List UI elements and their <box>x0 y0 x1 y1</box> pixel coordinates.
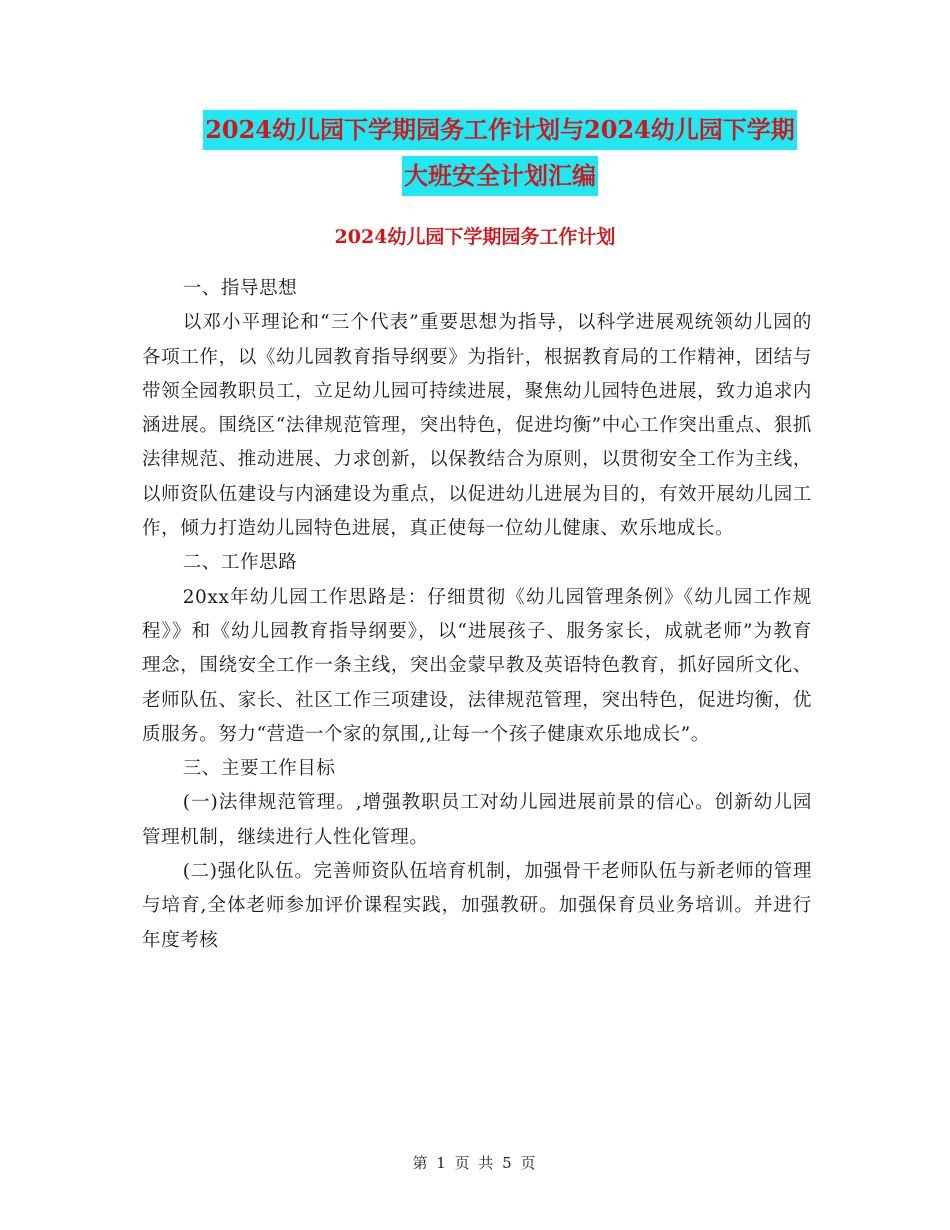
heading-main-goals: 三、主要工作目标 <box>182 758 336 780</box>
paragraph-goal-2: (二)强化队伍。完善师资队伍培育机制，加强骨干老师队伍与新老师的管理与培育,全体老师参加评价课程实践，加强教研。加强保育员业务培训。并进行年度考核 <box>142 861 812 951</box>
paragraph-guiding-ideology: 以邓小平理论和“三个代表”重要思想为指导，以科学进展观统领幼儿园的各项工作，以《幼儿园教育指导纲要》为指针，根据教育局的工作精神，团结与带领全园教职员工，立足幼儿园可持续进展，聚焦幼儿园特色进展，致力追求内涵进展。围绕区“法律规范管理，突出特色，促进均衡”中心工作突出重点、狠抓法律规范、推动进展、力求创新，以保教结合为原则，以贯彻安全工作为主线，以师资队伍建设与内涵建设为重点，以促进幼儿进展为目的，有效开展幼儿园工作，倾力打造幼儿园特色进展，真正使每一位幼儿健康、欢乐地成长。 <box>142 312 812 540</box>
document-title <box>140 110 860 196</box>
heading-work-approach: 二、工作思路 <box>182 552 298 574</box>
heading-guiding-ideology: 一、指导思想 <box>182 278 298 299</box>
document-body <box>142 272 812 958</box>
section-title: 2024幼儿园下学期园务工作计划 <box>334 226 616 248</box>
paragraph-work-approach: 20xx年幼儿园工作思路是：仔细贯彻《幼儿园管理条例》《幼儿园工作规程》》和《幼儿园教育指导纲要》，以“进展孩子、服务家长，成就老师”为教育理念，围绕安全工作一条主线，突出金蒙早教及英语特色教育，抓好园所文化、老师队伍、家长、社区工作三项建设，法律规范管理，突出特色，促进均衡，优质服务。努力“营造一个家的氛围,,让每一个孩子健康欢乐地成长”。 <box>142 586 812 745</box>
title-line-1: 2024幼儿园下学期园务工作计划与2024幼儿园下学期 <box>203 110 797 150</box>
page-number: 第 1 页 共 5 页 <box>412 1154 538 1172</box>
title-line-2: 大班安全计划汇编 <box>402 156 598 196</box>
paragraph-goal-1: (一)法律规范管理。,增强教职员工对幼儿园进展前景的信心。创新幼儿园管理机制，继续进行人性化管理。 <box>142 792 812 848</box>
